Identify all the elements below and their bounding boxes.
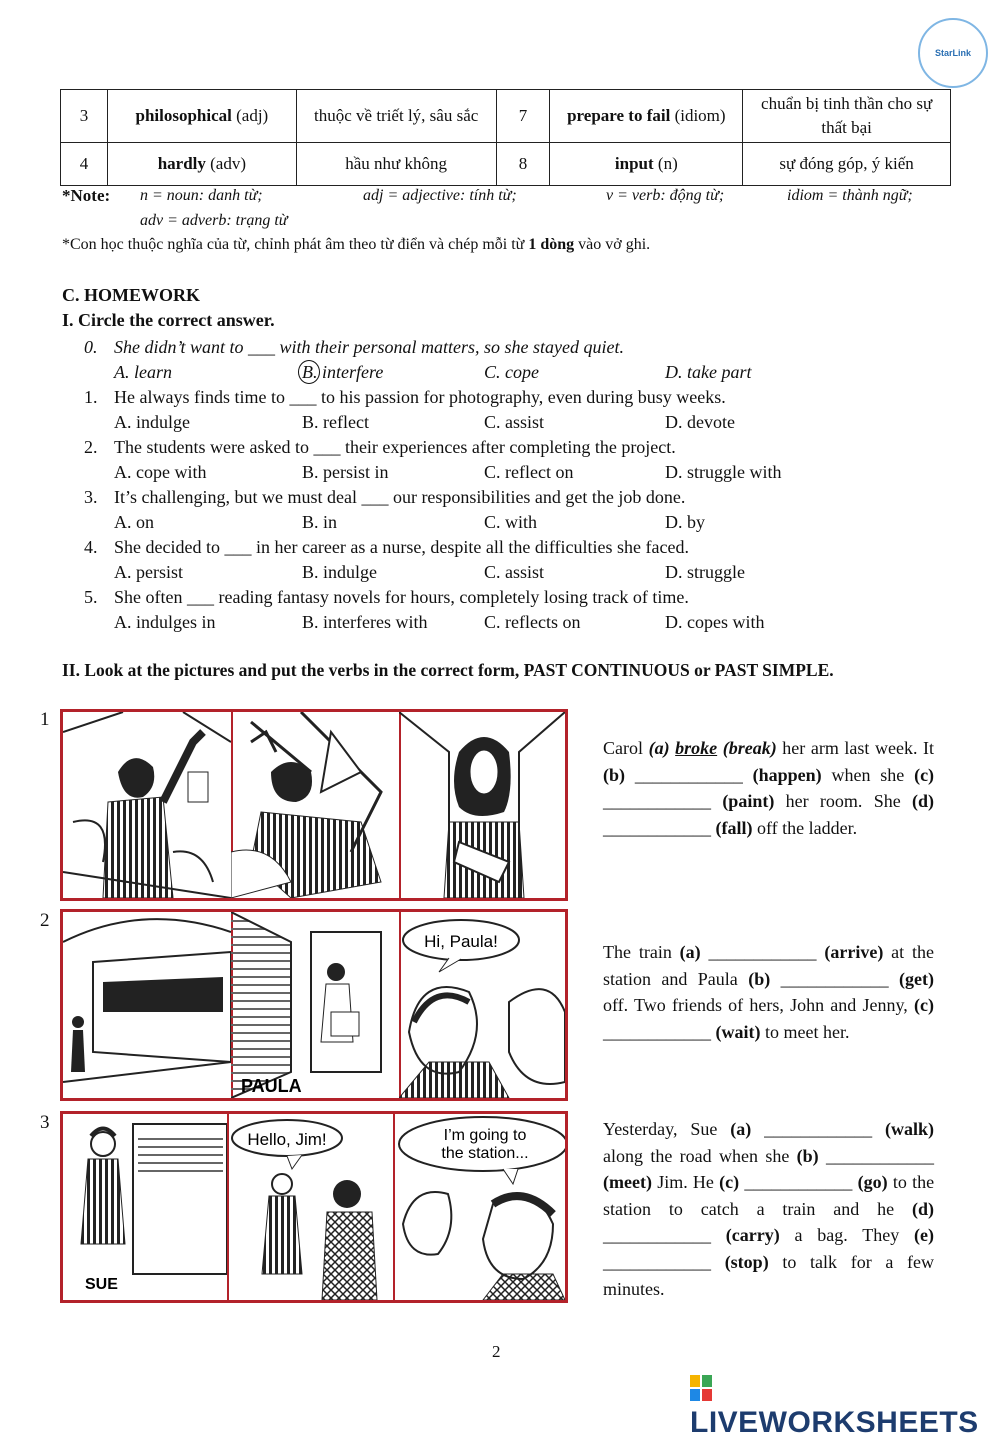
option-c[interactable]: C. reflect on — [484, 462, 574, 482]
answer-example: broke — [675, 738, 718, 758]
part2-title: II. Look at the pictures and put the verbs in the correct form, PAST CONTINUOUS or PAST SIMPLE. — [62, 660, 834, 680]
question-text: The students were asked to ___ their experiences after completing the project. — [114, 437, 676, 457]
question-number: 1. — [84, 387, 98, 407]
option-b[interactable]: B. in — [302, 512, 338, 532]
carol-falling-image — [231, 712, 399, 898]
answer-blank[interactable]: ____________ — [634, 764, 743, 785]
option-a[interactable]: A. cope with — [114, 462, 207, 482]
row-number: 7 — [496, 90, 550, 143]
picture-strip-3 — [60, 1111, 568, 1303]
option-d[interactable]: D. struggle — [665, 562, 745, 582]
picture-number: 2 — [40, 910, 50, 931]
option-d[interactable]: D. by — [665, 512, 705, 532]
logo-text: StarLink — [934, 48, 971, 58]
homework-title: C. HOMEWORK — [62, 285, 200, 305]
answer-blank[interactable]: ____________ — [603, 1225, 711, 1246]
story-2-paragraph: The train (a) ____________ (arrive) at the station and Paula (b) ____________ (get) off. Two friends of hers, John and Jenny, (c) ____________ (wait) to meet her. — [603, 942, 934, 1042]
note-label: *Note: — [62, 186, 111, 205]
liveworksheets-logo — [690, 1372, 1000, 1440]
question-number: 0. — [84, 337, 98, 357]
option-a[interactable]: A. persist — [114, 562, 183, 582]
option-b[interactable]: B. interfere — [302, 360, 383, 385]
answer-blank[interactable]: ____________ — [780, 968, 889, 989]
story-3-paragraph: Yesterday, Sue (a) ____________ (walk) along the road when she (b) ____________ (meet) Jim. He (c) ____________ (go) to the station to catch a train and he (d) ____________ (carry) a bag. They (e) ____________ (stop) to talk for a few minutes. — [603, 1119, 935, 1299]
story-1-paragraph: Carol (a) broke (break) her arm last week. It (b) ____________ (happen) when she (c) ____________ (paint) her room. She (d) ____________ (fall) off the ladder. — [603, 738, 935, 838]
option-c[interactable]: C. reflects on — [484, 612, 581, 632]
picture-strip-2 — [60, 909, 568, 1101]
friends-greeting-image — [399, 912, 565, 1098]
question-text: She didn’t want to ___ with their personal matters, so she stayed quiet. — [114, 337, 624, 357]
question-number: 2. — [84, 437, 98, 457]
option-d[interactable]: D. struggle with — [665, 462, 782, 482]
note-item: n = noun: danh từ; — [140, 187, 263, 204]
option-d[interactable]: D. copes with — [665, 612, 765, 632]
option-c[interactable]: C. cope — [484, 362, 539, 382]
picture-panel — [231, 712, 401, 898]
option-b[interactable]: B. indulge — [302, 562, 377, 582]
answer-blank[interactable]: ____________ — [744, 1172, 853, 1193]
option-b[interactable]: B. persist in — [302, 462, 389, 482]
answer-blank[interactable]: ____________ — [708, 942, 817, 962]
caption: SUE — [85, 1276, 118, 1293]
table-row — [61, 90, 951, 143]
question-text: She often ___ reading fantasy novels for hours, completely losing track of time. — [114, 587, 689, 607]
answer-blank[interactable]: ____________ — [603, 1021, 711, 1042]
answer-circle — [298, 360, 320, 384]
note-item: v = verb: động từ; — [606, 187, 725, 204]
picture-panel — [63, 912, 233, 1098]
vocab-meaning: hầu như không — [296, 143, 496, 186]
answer-blank[interactable]: ____________ — [603, 791, 711, 812]
question-number: 5. — [84, 587, 98, 607]
carol-painting-image — [63, 712, 231, 898]
option-c[interactable]: C. with — [484, 512, 538, 532]
caption: PAULA — [241, 1076, 302, 1096]
answer-blank[interactable]: ____________ — [603, 817, 711, 838]
answer-blank[interactable]: ____________ — [826, 1145, 934, 1166]
speech-bubble-text: Hello, Jim! — [247, 1130, 327, 1149]
starlink-logo — [918, 18, 988, 88]
train-arriving-image — [63, 912, 231, 1098]
page-number: 2 — [492, 1342, 501, 1361]
carol-sling-image — [399, 712, 565, 898]
picture-number: 3 — [40, 1112, 50, 1133]
picture-number: 1 — [40, 709, 50, 730]
note-instruction: *Con học thuộc nghĩa của từ, chỉnh phát âm theo từ điển và chép mỗi từ 1 dòng vào vở ghi. — [62, 236, 651, 253]
paula-getting-off-image — [231, 912, 399, 1098]
option-c[interactable]: C. assist — [484, 562, 545, 582]
note-item: adj = adjective: tính từ; — [363, 187, 517, 204]
row-number: 3 — [61, 90, 108, 143]
picture-panel — [227, 1114, 395, 1300]
vocab-word: hardly (adv) — [107, 143, 296, 186]
jim-station-image — [393, 1114, 565, 1300]
option-b[interactable]: B. reflect — [302, 412, 369, 432]
option-a[interactable]: A. indulges in — [114, 612, 216, 632]
vocab-meaning: chuẩn bị tinh thần cho sự thất bại — [743, 90, 951, 143]
vocab-table — [60, 89, 951, 186]
question-number: 3. — [84, 487, 98, 507]
option-b[interactable]: B. interferes with — [302, 612, 428, 632]
row-number: 8 — [496, 143, 550, 186]
option-a[interactable]: A. on — [114, 512, 154, 532]
picture-panel — [63, 1114, 229, 1300]
option-d[interactable]: D. take part — [665, 362, 752, 382]
answer-blank[interactable]: ____________ — [764, 1119, 873, 1139]
vocab-word: prepare to fail (idiom) — [550, 90, 743, 143]
liveworksheets-icon — [690, 1375, 712, 1401]
sue-meets-jim-image — [227, 1114, 393, 1300]
part1-title: I. Circle the correct answer. — [62, 310, 275, 330]
note-item: idiom = thành ngữ; — [787, 187, 913, 204]
question-number: 4. — [84, 537, 98, 557]
question-text: She decided to ___ in her career as a nurse, despite all the difficulties she faced. — [114, 537, 689, 557]
note-item: adv = adverb: trạng từ — [140, 212, 288, 229]
vocab-meaning: thuộc về triết lý, sâu sắc — [296, 90, 496, 143]
speech-bubble-text: I’m going to the station... — [441, 1127, 529, 1162]
picture-panel — [231, 912, 401, 1098]
picture-panel — [399, 912, 565, 1098]
option-c[interactable]: C. assist — [484, 412, 545, 432]
picture-panel — [399, 712, 565, 898]
vocab-word: philosophical (adj) — [107, 90, 296, 143]
answer-blank[interactable]: ____________ — [603, 1251, 711, 1272]
picture-strip-1 — [60, 709, 568, 901]
question-text: It’s challenging, but we must deal ___ our responsibilities and get the job done. — [114, 487, 686, 507]
vocab-meaning: sự đóng góp, ý kiến — [743, 143, 951, 186]
question-text: He always finds time to ___ to his passion for photography, even during busy weeks. — [114, 387, 726, 407]
table-row — [61, 143, 951, 186]
vocab-word: input (n) — [550, 143, 743, 186]
option-a[interactable]: A. indulge — [114, 412, 190, 432]
brand-text: LIVEWORKSHEETS — [690, 1406, 979, 1439]
sue-walking-image — [63, 1114, 227, 1300]
picture-panel — [63, 712, 233, 898]
option-a[interactable]: A. learn — [114, 362, 172, 382]
option-d[interactable]: D. devote — [665, 412, 735, 432]
picture-panel — [393, 1114, 565, 1300]
speech-bubble-text: Hi, Paula! — [424, 932, 498, 951]
row-number: 4 — [61, 143, 108, 186]
